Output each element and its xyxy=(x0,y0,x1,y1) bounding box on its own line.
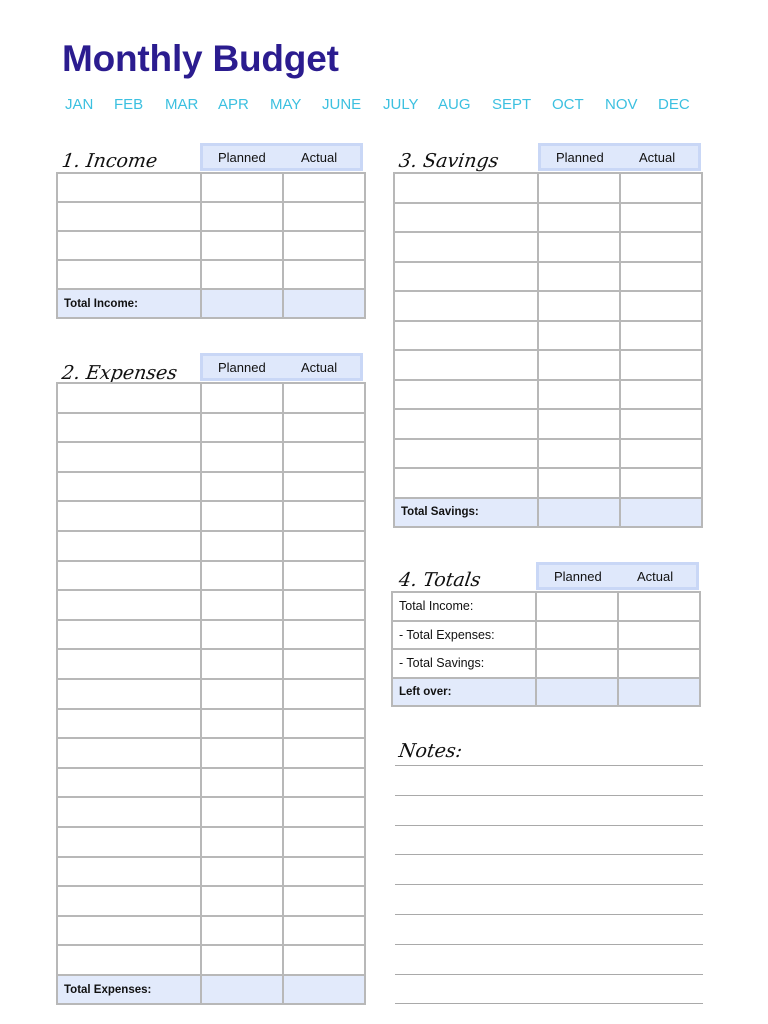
savings-total-row xyxy=(394,498,702,528)
income-total-planned-cell[interactable] xyxy=(201,289,283,318)
expenses-planned-cell[interactable] xyxy=(201,649,283,679)
savings-actual-cell[interactable] xyxy=(620,380,702,410)
table-row xyxy=(57,173,365,202)
income-item-cell[interactable] xyxy=(57,173,201,202)
savings-planned-cell[interactable] xyxy=(538,439,620,469)
expenses-item-cell[interactable] xyxy=(57,916,201,946)
expenses-planned-cell[interactable] xyxy=(201,472,283,502)
savings-actual-cell[interactable] xyxy=(620,468,702,498)
savings-actual-cell[interactable] xyxy=(620,232,702,262)
expenses-planned-cell[interactable] xyxy=(201,797,283,827)
expenses-planned-cell[interactable] xyxy=(201,945,283,975)
expenses-planned-cell[interactable] xyxy=(201,383,283,413)
savings-item-cell[interactable] xyxy=(394,380,538,410)
month-mar[interactable]: MAR xyxy=(165,96,199,113)
notes-heading: Notes: xyxy=(397,740,464,762)
savings-total-planned-cell[interactable] xyxy=(538,498,620,528)
expenses-item-cell[interactable] xyxy=(57,709,201,739)
actual-label: Actual xyxy=(639,150,676,165)
totals-planned-cell[interactable] xyxy=(536,621,618,650)
table-row xyxy=(57,202,365,231)
totals-actual-cell[interactable] xyxy=(618,592,700,621)
totals-item-cell: Total Income: xyxy=(392,592,536,621)
savings-actual-cell[interactable] xyxy=(620,321,702,351)
savings-actual-cell[interactable] xyxy=(620,409,702,439)
savings-item-cell[interactable] xyxy=(394,409,538,439)
expenses-actual-cell[interactable] xyxy=(283,620,365,650)
notes-line xyxy=(395,914,703,915)
table-row xyxy=(394,380,702,410)
expenses-actual-cell[interactable] xyxy=(283,501,365,531)
table-row xyxy=(394,173,702,203)
actual-label: Actual xyxy=(637,569,674,584)
income-actual-cell[interactable] xyxy=(283,231,365,260)
savings-item-cell[interactable] xyxy=(394,468,538,498)
table-row xyxy=(394,291,702,321)
income-item-cell[interactable] xyxy=(57,260,201,289)
month-selector xyxy=(0,96,768,116)
month-july[interactable]: JULY xyxy=(383,96,419,113)
expenses-item-cell[interactable] xyxy=(57,561,201,591)
expenses-actual-cell[interactable] xyxy=(283,590,365,620)
table-row xyxy=(394,409,702,439)
savings-actual-cell[interactable] xyxy=(620,439,702,469)
expenses-item-cell[interactable] xyxy=(57,679,201,709)
expenses-planned-cell[interactable] xyxy=(201,857,283,887)
expenses-item-cell[interactable] xyxy=(57,383,201,413)
savings-actual-cell[interactable] xyxy=(620,262,702,292)
table-row xyxy=(57,827,365,857)
savings-planned-cell[interactable] xyxy=(538,380,620,410)
savings-planned-cell[interactable] xyxy=(538,262,620,292)
notes-line xyxy=(395,765,703,766)
month-aug[interactable]: AUG xyxy=(438,96,471,113)
page-title: Monthly Budget xyxy=(62,38,339,79)
expenses-item-cell[interactable] xyxy=(57,649,201,679)
expenses-item-cell[interactable] xyxy=(57,472,201,502)
table-row xyxy=(57,738,365,768)
income-planned-cell[interactable] xyxy=(201,173,283,202)
expenses-actual-cell[interactable] xyxy=(283,531,365,561)
expenses-item-cell[interactable] xyxy=(57,827,201,857)
expenses-table xyxy=(56,382,366,1005)
table-row xyxy=(57,679,365,709)
table-row xyxy=(57,260,365,289)
expenses-actual-cell[interactable] xyxy=(283,383,365,413)
table-row xyxy=(57,649,365,679)
totals-table xyxy=(391,591,701,707)
income-total-actual-cell[interactable] xyxy=(283,289,365,318)
table-row xyxy=(57,709,365,739)
table-row xyxy=(57,620,365,650)
expenses-item-cell[interactable] xyxy=(57,442,201,472)
income-total-label-cell: Total Income: xyxy=(57,289,201,318)
table-row xyxy=(57,501,365,531)
savings-heading: 3. Savings xyxy=(397,150,501,172)
totals-actual-cell[interactable] xyxy=(618,649,700,678)
planned-label: Planned xyxy=(554,569,602,584)
expenses-actual-cell[interactable] xyxy=(283,945,365,975)
savings-planned-cell[interactable] xyxy=(538,203,620,233)
expenses-actual-cell[interactable] xyxy=(283,679,365,709)
income-table xyxy=(56,172,366,319)
expenses-actual-cell[interactable] xyxy=(283,827,365,857)
income-planned-cell[interactable] xyxy=(201,231,283,260)
expenses-planned-cell[interactable] xyxy=(201,561,283,591)
table-row xyxy=(57,231,365,260)
table-row xyxy=(57,472,365,502)
table-row xyxy=(394,468,702,498)
income-actual-cell[interactable] xyxy=(283,173,365,202)
income-item-cell[interactable] xyxy=(57,231,201,260)
notes-line xyxy=(395,884,703,885)
month-feb[interactable]: FEB xyxy=(114,96,144,113)
expenses-item-cell[interactable] xyxy=(57,945,201,975)
table-row xyxy=(392,621,700,650)
expenses-column-header xyxy=(200,353,363,381)
savings-item-cell[interactable] xyxy=(394,291,538,321)
savings-actual-cell[interactable] xyxy=(620,203,702,233)
savings-actual-cell[interactable] xyxy=(620,350,702,380)
expenses-item-cell[interactable] xyxy=(57,620,201,650)
expenses-item-cell[interactable] xyxy=(57,531,201,561)
savings-planned-cell[interactable] xyxy=(538,291,620,321)
table-row xyxy=(57,886,365,916)
expenses-item-cell[interactable] xyxy=(57,413,201,443)
expenses-planned-cell[interactable] xyxy=(201,531,283,561)
expenses-planned-cell[interactable] xyxy=(201,413,283,443)
savings-item-cell[interactable] xyxy=(394,350,538,380)
savings-planned-cell[interactable] xyxy=(538,468,620,498)
savings-planned-cell[interactable] xyxy=(538,173,620,203)
totals-total-planned-cell[interactable] xyxy=(536,678,618,707)
table-row xyxy=(57,916,365,946)
month-jan[interactable]: JAN xyxy=(65,96,94,113)
table-row xyxy=(394,203,702,233)
month-may[interactable]: MAY xyxy=(270,96,302,113)
totals-planned-cell[interactable] xyxy=(536,592,618,621)
expenses-planned-cell[interactable] xyxy=(201,620,283,650)
planned-label: Planned xyxy=(218,360,266,375)
savings-actual-cell[interactable] xyxy=(620,291,702,321)
expenses-item-cell[interactable] xyxy=(57,590,201,620)
expenses-total-actual-cell[interactable] xyxy=(283,975,365,1005)
expenses-actual-cell[interactable] xyxy=(283,738,365,768)
notes-line xyxy=(395,1003,703,1004)
expenses-item-cell[interactable] xyxy=(57,857,201,887)
table-row xyxy=(57,797,365,827)
table-row xyxy=(57,531,365,561)
totals-item-cell: - Total Expenses: xyxy=(392,621,536,650)
notes-line xyxy=(395,825,703,826)
savings-planned-cell[interactable] xyxy=(538,350,620,380)
expenses-planned-cell[interactable] xyxy=(201,738,283,768)
expenses-actual-cell[interactable] xyxy=(283,413,365,443)
expenses-planned-cell[interactable] xyxy=(201,768,283,798)
expenses-actual-cell[interactable] xyxy=(283,857,365,887)
savings-table xyxy=(393,172,703,528)
expenses-item-cell[interactable] xyxy=(57,501,201,531)
table-row xyxy=(57,561,365,591)
income-actual-cell[interactable] xyxy=(283,202,365,231)
table-row xyxy=(57,442,365,472)
savings-planned-cell[interactable] xyxy=(538,232,620,262)
notes-line xyxy=(395,854,703,855)
table-row xyxy=(394,262,702,292)
savings-total-actual-cell[interactable] xyxy=(620,498,702,528)
month-apr[interactable]: APR xyxy=(218,96,249,113)
table-row xyxy=(392,649,700,678)
savings-actual-cell[interactable] xyxy=(620,173,702,203)
savings-item-cell[interactable] xyxy=(394,262,538,292)
expenses-planned-cell[interactable] xyxy=(201,827,283,857)
planned-label: Planned xyxy=(218,150,266,165)
table-row xyxy=(57,857,365,887)
table-row xyxy=(57,945,365,975)
expenses-actual-cell[interactable] xyxy=(283,886,365,916)
expenses-planned-cell[interactable] xyxy=(201,709,283,739)
table-row xyxy=(57,383,365,413)
expenses-planned-cell[interactable] xyxy=(201,679,283,709)
savings-planned-cell[interactable] xyxy=(538,321,620,351)
table-row xyxy=(57,768,365,798)
expenses-actual-cell[interactable] xyxy=(283,561,365,591)
income-column-header xyxy=(200,143,363,171)
expenses-item-cell[interactable] xyxy=(57,797,201,827)
table-row xyxy=(394,439,702,469)
month-june[interactable]: JUNE xyxy=(322,96,362,113)
savings-planned-cell[interactable] xyxy=(538,409,620,439)
expenses-actual-cell[interactable] xyxy=(283,768,365,798)
savings-item-cell[interactable] xyxy=(394,321,538,351)
planned-label: Planned xyxy=(556,150,604,165)
expenses-planned-cell[interactable] xyxy=(201,886,283,916)
expenses-planned-cell[interactable] xyxy=(201,590,283,620)
expenses-total-label-cell: Total Expenses: xyxy=(57,975,201,1005)
totals-heading: 4. Totals xyxy=(397,569,483,591)
table-row xyxy=(394,321,702,351)
totals-actual-cell[interactable] xyxy=(618,621,700,650)
savings-item-cell[interactable] xyxy=(394,203,538,233)
expenses-item-cell[interactable] xyxy=(57,738,201,768)
table-row xyxy=(57,413,365,443)
income-total-row xyxy=(57,289,365,318)
notes-line xyxy=(395,795,703,796)
totals-total-actual-cell[interactable] xyxy=(618,678,700,707)
totals-total-row xyxy=(392,678,700,707)
income-actual-cell[interactable] xyxy=(283,260,365,289)
month-dec[interactable]: DEC xyxy=(658,96,690,113)
expenses-actual-cell[interactable] xyxy=(283,472,365,502)
table-row xyxy=(394,350,702,380)
expenses-planned-cell[interactable] xyxy=(201,442,283,472)
expenses-actual-cell[interactable] xyxy=(283,709,365,739)
expenses-total-row xyxy=(57,975,365,1005)
actual-label: Actual xyxy=(301,360,338,375)
expenses-item-cell[interactable] xyxy=(57,768,201,798)
savings-item-cell[interactable] xyxy=(394,173,538,203)
expenses-item-cell[interactable] xyxy=(57,886,201,916)
expenses-planned-cell[interactable] xyxy=(201,916,283,946)
expenses-actual-cell[interactable] xyxy=(283,797,365,827)
totals-planned-cell[interactable] xyxy=(536,649,618,678)
totals-column-header xyxy=(536,562,699,590)
notes-line xyxy=(395,974,703,975)
month-nov[interactable]: NOV xyxy=(605,96,638,113)
table-row xyxy=(57,590,365,620)
savings-item-cell[interactable] xyxy=(394,232,538,262)
expenses-heading: 2. Expenses xyxy=(60,362,179,384)
month-sept[interactable]: SEPT xyxy=(492,96,532,113)
notes-line xyxy=(395,944,703,945)
expenses-planned-cell[interactable] xyxy=(201,501,283,531)
income-planned-cell[interactable] xyxy=(201,260,283,289)
expenses-actual-cell[interactable] xyxy=(283,649,365,679)
expenses-actual-cell[interactable] xyxy=(283,442,365,472)
income-heading: 1. Income xyxy=(60,150,159,172)
actual-label: Actual xyxy=(301,150,338,165)
savings-column-header xyxy=(538,143,701,171)
expenses-actual-cell[interactable] xyxy=(283,916,365,946)
totals-item-cell: - Total Savings: xyxy=(392,649,536,678)
table-row xyxy=(392,592,700,621)
month-oct[interactable]: OCT xyxy=(552,96,584,113)
totals-total-label-cell: Left over: xyxy=(392,678,536,707)
income-item-cell[interactable] xyxy=(57,202,201,231)
expenses-total-planned-cell[interactable] xyxy=(201,975,283,1005)
income-planned-cell[interactable] xyxy=(201,202,283,231)
savings-item-cell[interactable] xyxy=(394,439,538,469)
table-row xyxy=(394,232,702,262)
savings-total-label-cell: Total Savings: xyxy=(394,498,538,528)
